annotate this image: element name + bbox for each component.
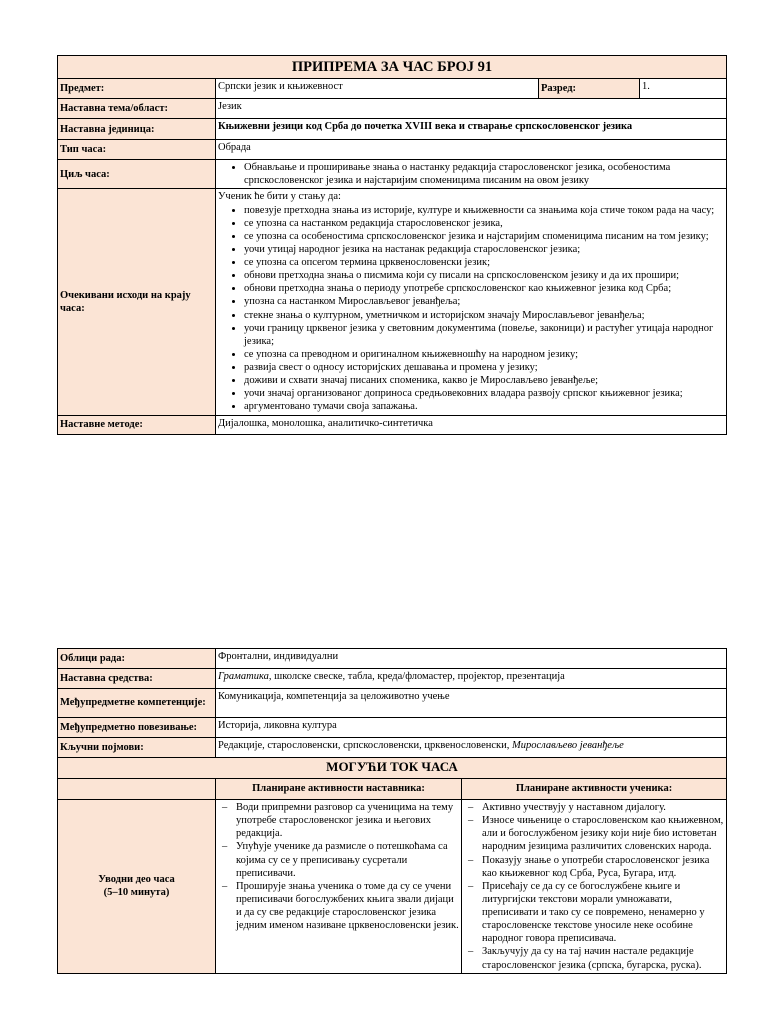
- grade-label: Разред:: [539, 79, 640, 99]
- keywords-label: Кључни појмови:: [58, 738, 216, 758]
- outcomes-list: [218, 204, 724, 414]
- outcome-item: • обнови претходна знања о периоду употребе српскословенског као књижевног језика код Срба;: [244, 282, 724, 295]
- intro-phase-cell: [58, 800, 216, 974]
- goal-list: [218, 161, 724, 187]
- lesson-type-label: Тип часа:: [58, 140, 216, 160]
- outcome-item: • се упозна са преводном и оригиналном књижевношћу на народном језику;: [244, 348, 724, 361]
- keywords-value-italic: Мирослављево јеванђеље: [512, 740, 624, 751]
- competences-label: Међупредметне компетенције:: [58, 689, 216, 718]
- outcome-item: • обнови претходна знања о писмима који су писали на српскословенском језику и да их прошири;: [244, 269, 724, 282]
- goal-value: [216, 160, 727, 189]
- goal-label: Циљ часа:: [58, 160, 216, 189]
- student-activity-item: – Износе чињенице о старословенском као књижевном, али и богослужбеном језику који није био истоветан народним језицима различитих словенских народа.: [482, 814, 724, 853]
- teacher-activity-item: – Упућује ученике да размисле о потешкоћама са којима су се у преписивању сусретали преписивачи.: [236, 840, 459, 879]
- outcome-item: • се упозна са особеностима српскословенског језика и најстаријим споменицима писаним на том језику;: [244, 230, 724, 243]
- student-activities-cell: [462, 800, 727, 974]
- subject-value: Српски језик и књижевност: [216, 79, 539, 99]
- lesson-plan-table-2: [57, 648, 727, 974]
- resources-value-rest: , школске свеске, табла, креда/фломастер, пројектор, презентација: [268, 671, 565, 682]
- flow-corner-cell: [58, 779, 216, 800]
- flow-title: МОГУЋИ ТОК ЧАСА: [58, 758, 727, 779]
- resources-label: Наставна средства:: [58, 669, 216, 689]
- teacher-activities-cell: [216, 800, 462, 974]
- student-activity-item: – Присећају се да су се богослужбене књиге и литургијски текстови морали умножавати, преписивати и тако су се повремено, ненамерно у старословенске текстове уносиле неке особине народног говора преписивача.: [482, 880, 724, 946]
- correlation-label: Међупредметно повезивање:: [58, 718, 216, 738]
- page-title: ПРИПРЕМА ЗА ЧАС БРОЈ 91: [58, 56, 727, 79]
- outcome-item: • развија свест о односу историјских дешавања и промена у језику;: [244, 361, 724, 374]
- intro-phase-duration: (5–10 минута): [103, 887, 170, 899]
- outcome-item: • уочи утицај народног језика на настанак редакција старословенског језика;: [244, 243, 724, 256]
- student-activities-header: Планиране активности ученика:: [462, 779, 727, 800]
- intro-phase-name: Уводни део часа: [98, 874, 175, 886]
- outcome-item: • повезује претходна знања из историје, културе и књижевности са знањима која стиче током рада на часу;: [244, 204, 724, 217]
- unit-label: Наставна јединица:: [58, 119, 216, 140]
- resources-value-italic: Граматика: [218, 671, 269, 682]
- forms-value: Фронтални, индивидуални: [216, 649, 727, 669]
- outcomes-intro: Ученик ће бити у стању да:: [218, 191, 341, 203]
- lesson-type-value: Обрада: [216, 140, 727, 160]
- outcome-item: • упозна са настанком Мирослављевог јеванђеља;: [244, 295, 724, 308]
- student-activity-item: – Показују знање о употреби старословенског језика као књижевног код Срба, Руса, Бугара, итд.: [482, 854, 724, 880]
- outcome-item: • се упозна са настанком редакција старословенског језика,: [244, 217, 724, 230]
- outcome-item: • аргументовано тумачи своја запажања.: [244, 400, 724, 413]
- outcome-item: • се упозна са опсегом термина црквенословенски језик;: [244, 256, 724, 269]
- keywords-value-text: Редакције, старословенски, српскословенски, црквенословенски,: [218, 740, 510, 751]
- lesson-plan-table-1: [57, 55, 727, 435]
- outcome-item: • уочи границу црквеног језика у световним документима (повеље, законици) и растућег утицаја народног језика;: [244, 322, 724, 348]
- outcome-item: • стекне знања о културном, уметничком и историјском значају Мирослављевог јеванђеља;: [244, 309, 724, 322]
- forms-label: Облици рада:: [58, 649, 216, 669]
- outcomes-label: Очекивани исходи на крају часа:: [58, 189, 216, 415]
- subject-label: Предмет:: [58, 79, 216, 99]
- teacher-activities-list: [218, 801, 459, 932]
- resources-value: [216, 669, 727, 689]
- theme-value: Језик: [216, 99, 727, 119]
- grade-value: 1.: [640, 79, 727, 99]
- competences-value: Комуникација, компетенција за целоживотно учење: [216, 689, 727, 718]
- teacher-activities-header: Планиране активности наставника:: [216, 779, 462, 800]
- outcome-item: • доживи и схвати значај писаних споменика, какво је Мирослављево јеванђеље;: [244, 374, 724, 387]
- correlation-value: Историја, ликовна култура: [216, 718, 727, 738]
- outcome-item: • уочи значај организованог доприноса средњовековних владара развоју српског књижевног језика;: [244, 387, 724, 400]
- unit-value: Књижевни језици код Срба до почетка XVIII века и стварање српскословенског језика: [216, 119, 727, 140]
- goal-item: • Обнављање и проширивање знања о настанку редакција старословенског језика, особеностима српскословенског језика и најстаријим споменицима писаним на овом језику: [244, 161, 724, 187]
- student-activity-item: – Закључују да су на тај начин настале редакције старословенског језика (српска, бугарска, руска).: [482, 945, 724, 971]
- outcomes-value: [216, 189, 727, 415]
- methods-label: Наставне методе:: [58, 415, 216, 434]
- theme-label: Наставна тема/област:: [58, 99, 216, 119]
- student-activity-item: – Активно учествују у наставном дијалогу.: [482, 801, 724, 814]
- teacher-activity-item: – Води припремни разговор са ученицима на тему употребе старословенског језика и његових редакција.: [236, 801, 459, 840]
- student-activities-list: [464, 801, 724, 972]
- methods-value: Дијалошка, монолошка, аналитичко-синтетичка: [216, 415, 727, 434]
- keywords-value: [216, 738, 727, 758]
- teacher-activity-item: – Проширује знања ученика о томе да су се учени преписивачи богослужбених књига звали дијаци и да су све редакције старословенског језика једним именом називане црквенословенски језик.: [236, 880, 459, 933]
